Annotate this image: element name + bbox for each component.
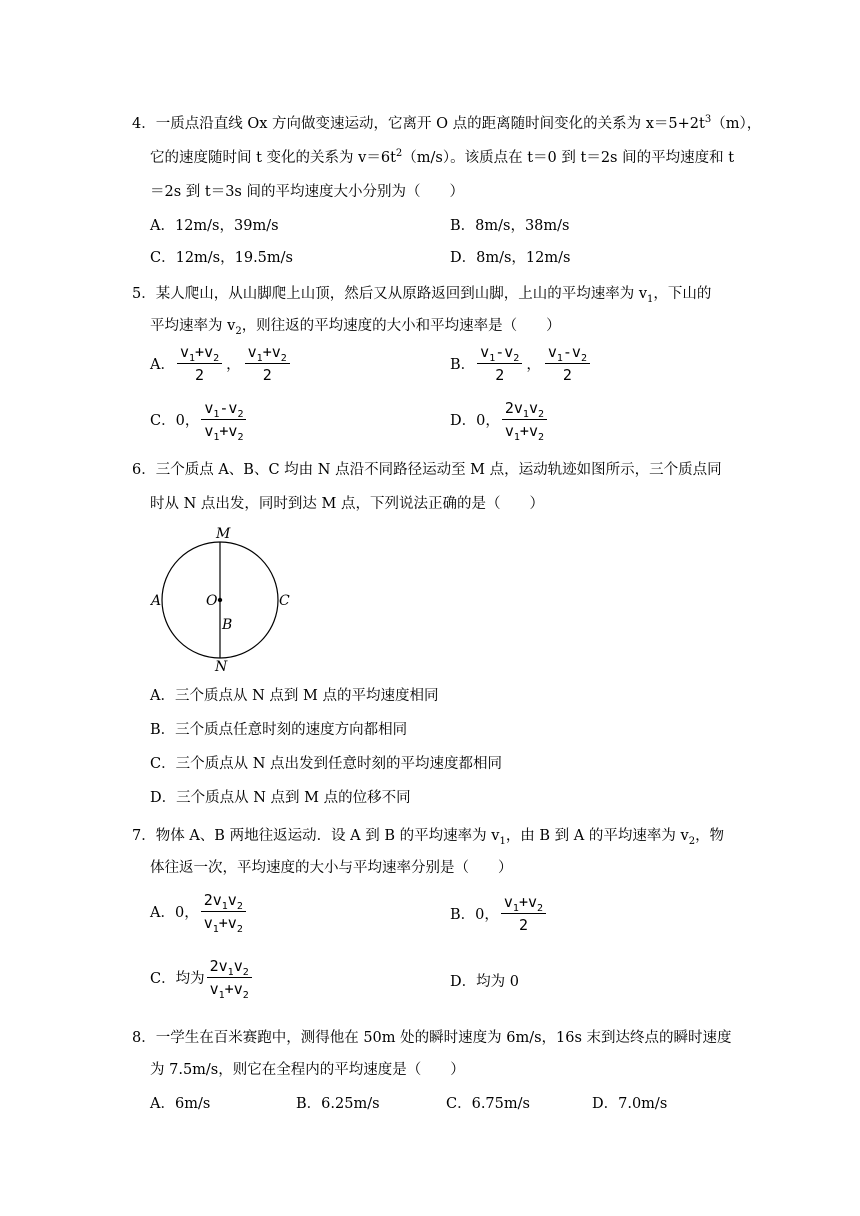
label-n: N — [215, 659, 228, 674]
option-label: B． — [450, 357, 476, 373]
q4-stem-line1 — [132, 114, 761, 134]
q8-option-d[interactable]: D．7.0m/s — [592, 1096, 668, 1112]
numerator: $2v_1v_2$ — [201, 890, 246, 912]
q5-stem-text: ，则往返的平均速度的大小和平均速率是（ ） — [241, 318, 561, 334]
q4-option-a[interactable]: A．12m/s，39m/s — [150, 218, 279, 234]
q4-stem-text: （m/s）。该质点在 t＝0 到 t＝2s 间的平均速度和 t — [402, 150, 735, 166]
numerator: $v_1+v_2$ — [177, 342, 222, 364]
numerator: $v_1-v_2$ — [477, 342, 522, 364]
q4-exponent: 3 — [704, 114, 712, 126]
label-b: B — [222, 617, 233, 633]
q6-option-a[interactable]: A．三个质点从 N 点到 M 点的平均速度相同 — [150, 688, 439, 704]
q4-option-d[interactable]: D．8m/s，12m/s — [450, 250, 571, 266]
q8-option-b[interactable]: B．6.25m/s — [296, 1096, 380, 1112]
fraction — [201, 398, 246, 441]
center-point-o — [218, 598, 222, 602]
q4-stem-line3: ＝2s 到 t＝3s 间的平均速度大小分别为（ ） — [150, 184, 464, 200]
numerator: $v_1+v_2$ — [501, 892, 546, 914]
q5-stem-text: 5．某人爬山，从山脚爬上山顶，然后又从原路返回到山脚，上山的平均速率为 v — [132, 286, 648, 302]
q6-circle-figure — [140, 524, 310, 674]
q4-stem-text: 它的速度随时间 t 变化的关系为 v＝6t — [150, 150, 396, 166]
q8-option-a[interactable]: A．6m/s — [150, 1096, 211, 1112]
option-label: C．均为 — [150, 971, 205, 987]
q4-stem-text: （m）， — [711, 116, 762, 132]
q5-stem-text: ，下山的 — [653, 286, 712, 302]
label-a: A — [151, 593, 162, 609]
numerator: $2v_1v_2$ — [502, 398, 547, 420]
fraction — [177, 342, 222, 385]
fraction — [502, 398, 547, 441]
denominator: 2 — [518, 916, 528, 934]
q7-stem-line2: 体往返一次，平均速度的大小与平均速率分别是（ ） — [150, 860, 513, 876]
fraction — [501, 892, 546, 935]
numerator: $v_1+v_2$ — [245, 342, 290, 364]
q6-option-c[interactable]: C．三个质点从 N 点出发到任意时刻的平均速度都相同 — [150, 756, 502, 772]
q7-option-c[interactable] — [150, 956, 254, 999]
q7-option-a[interactable] — [150, 890, 248, 933]
q5-option-c[interactable] — [150, 398, 248, 441]
separator: ， — [526, 357, 541, 373]
q4-option-b[interactable]: B．8m/s，38m/s — [450, 218, 570, 234]
option-label: A．0， — [150, 905, 199, 921]
q5-stem-line2 — [150, 316, 561, 336]
q6-stem-line1: 6．三个质点 A、B、C 均由 N 点沿不同路径运动至 M 点，运动轨迹如图所示，三个质点同 — [132, 462, 722, 478]
q7-option-b[interactable] — [450, 892, 548, 935]
q4-stem-text: 4．一质点沿直线 Ox 方向做变速运动，它离开 O 点的距离随时间变化的关系为 x＝5+2t — [132, 116, 705, 132]
label-c: C — [279, 593, 290, 609]
q4-exponent: 2 — [395, 148, 403, 160]
q7-option-d[interactable]: D．均为 0 — [450, 974, 519, 990]
fraction — [477, 342, 522, 385]
denominator: 2 — [262, 366, 272, 384]
q5-stem-text: 平均速率为 v — [150, 318, 236, 334]
fraction — [245, 342, 290, 385]
q6-option-d[interactable]: D．三个质点从 N 点到 M 点的位移不同 — [150, 790, 411, 806]
q6-option-b[interactable]: B．三个质点任意时刻的速度方向都相同 — [150, 722, 408, 738]
denominator: $v_1+v_2$ — [209, 980, 249, 1001]
q8-stem-line1: 8．一学生在百米赛跑中，测得他在 50m 处的瞬时速度为 6m/s，16s 末到达终点的瞬时速度 — [132, 1030, 732, 1046]
q5-subscript: 1 — [647, 293, 654, 305]
numerator: $v_1-v_2$ — [201, 398, 246, 420]
fraction — [201, 890, 246, 933]
option-label: C．0， — [150, 413, 200, 429]
denominator: 2 — [195, 366, 205, 384]
q8-option-c[interactable]: C．6.75m/s — [446, 1096, 530, 1112]
option-label: B．0， — [450, 907, 499, 923]
label-o: O — [206, 593, 218, 609]
q5-option-a[interactable] — [150, 342, 292, 385]
numerator: $v_1-v_2$ — [545, 342, 590, 364]
fraction — [207, 956, 252, 999]
q5-option-d[interactable] — [450, 398, 549, 441]
q4-stem-line2 — [150, 148, 734, 168]
q7-stem-line1: 7．物体 A、B 两地往返运动．设 A 到 B 的平均速率为 $v_1$，由 B 到 A 的平均速率为 $v_2$，物 — [132, 828, 725, 847]
denominator: $v_1+v_2$ — [204, 422, 244, 443]
q5-stem-line1 — [132, 284, 711, 304]
denominator: $v_1+v_2$ — [203, 914, 243, 935]
q6-stem-line2: 时从 N 点出发，同时到达 M 点，下列说法正确的是（ ） — [150, 496, 544, 512]
q8-stem-line2: 为 7.5m/s，则它在全程内的平均速度是（ ） — [150, 1062, 465, 1078]
separator: ， — [226, 357, 241, 373]
numerator: $2v_1v_2$ — [207, 956, 252, 978]
q5-subscript: 2 — [235, 325, 242, 337]
label-m: M — [216, 526, 231, 542]
denominator: 2 — [562, 366, 572, 384]
q5-option-b[interactable] — [450, 342, 592, 385]
denominator: $v_1+v_2$ — [504, 422, 545, 443]
q4-option-c[interactable]: C．12m/s，19.5m/s — [150, 250, 293, 266]
option-label: A． — [150, 357, 175, 373]
denominator: 2 — [495, 366, 505, 384]
fraction — [545, 342, 590, 385]
option-label: D．0， — [450, 413, 500, 429]
